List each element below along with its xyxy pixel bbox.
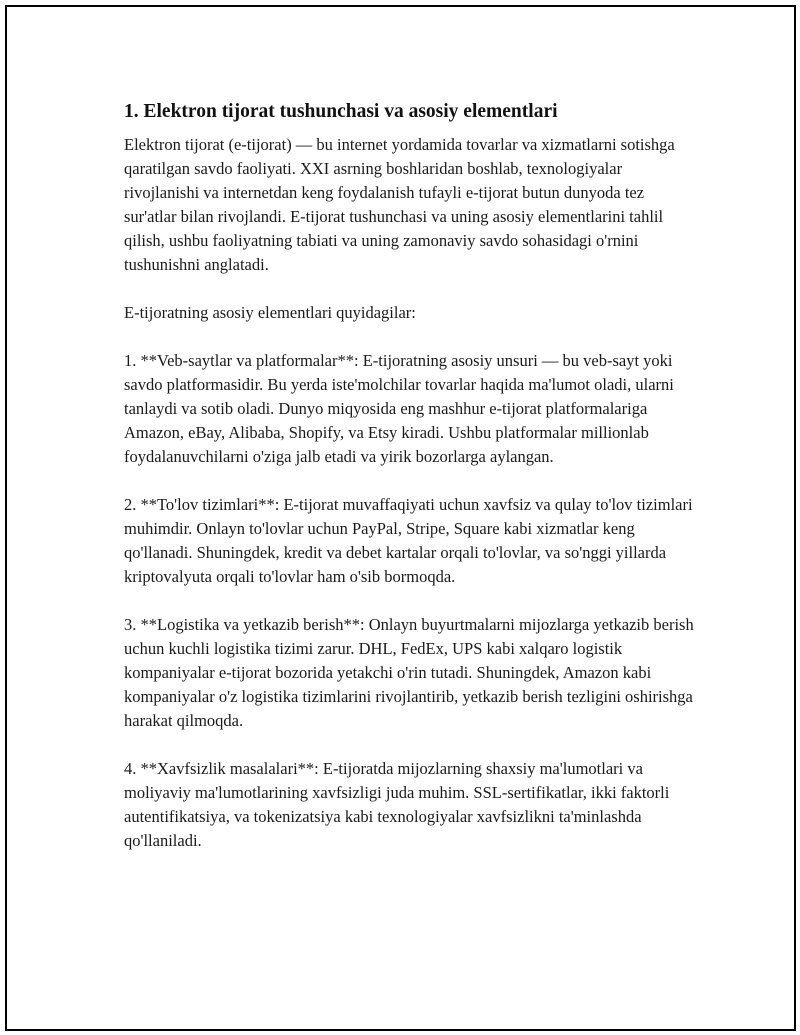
page-frame bbox=[5, 5, 796, 1031]
element-websites-paragraph: 1. **Veb-saytlar va platformalar**: E-tijoratning asosiy unsuri — bu veb-sayt yoki savdo platformasidir. Bu yerda iste'molchilar tovarlar haqida ma'lumot oladi, ularni tanlaydi va sotib oladi. Dunyo miqyosida eng mashhur e-tijorat platformalariga Amazon, eBay, Alibaba, Shopify, va Etsy kiradi. Ushbu platformalar millionlab foydalanuvchilarni o'ziga jalb etadi va yirik bozorlarga aylangan. bbox=[124, 351, 674, 466]
element-logistics-paragraph: 3. **Logistika va yetkazib berish**: Onlayn buyurtmalarni mijozlarga yetkazib berish uchun kuchli logistika tizimi zarur. DHL, FedEx, UPS kabi xalqaro logistik kompaniyalar e-tijorat bozorida yetakchi o'rin tutadi. Shuningdek, Amazon kabi kompaniyalar o'z logistika tizimlarini rivojlantirib, yetkazib berish tezligini oshirishga harakat qilmoqda. bbox=[124, 615, 694, 730]
element-payments-paragraph: 2. **To'lov tizimlari**: E-tijorat muvaffaqiyati uchun xavfsiz va qulay to'lov tizimlari muhimdir. Onlayn to'lovlar uchun PayPal, Stripe, Square kabi xizmatlar keng qo'llanadi. Shuningdek, kredit va debet kartalar orqali to'lovlar, va so'nggi yillarda kriptovalyuta orqali to'lovlar ham o'sib bormoqda. bbox=[124, 495, 693, 586]
elements-lead-paragraph: E-tijoratning asosiy elementlari quyidagilar: bbox=[124, 303, 416, 322]
element-security-paragraph: 4. **Xavfsizlik masalalari**: E-tijoratda mijozlarning shaxsiy ma'lumotlari va moliyaviy ma'lumotlarining xavfsizligi juda muhim. SSL-sertifikatlar, ikki faktorli autentifikatsiya, va tokenizatsiya kabi texnologiyalar xavfsizlikni ta'minlashda qo'llaniladi. bbox=[124, 759, 670, 850]
document-body bbox=[124, 99, 694, 877]
intro-paragraph: Elektron tijorat (e-tijorat) — bu internet yordamida tovarlar va xizmatlarni sotishga qaratilgan savdo faoliyati. XXI asrning boshlaridan boshlab, texnologiyalar rivojlanishi va internetdan keng foydalanish tufayli e-tijorat butun dunyoda tez sur'atlar bilan rivojlandi. E-tijorat tushunchasi va uning asosiy elementlarini tahlil qilish, ushbu faoliyatning tabiati va uning zamonaviy savdo sohasidagi o'rnini tushunishni anglatadi. bbox=[124, 135, 675, 274]
document-title: 1. Elektron tijorat tushunchasi va asosiy elementlari bbox=[124, 101, 558, 122]
